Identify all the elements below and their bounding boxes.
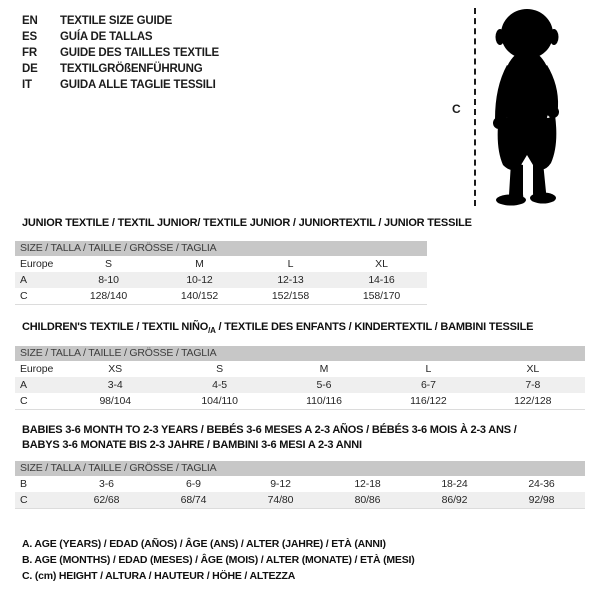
value-cell: 12-18 [354, 478, 381, 490]
measurement-legend [22, 536, 415, 584]
value-cell: 3-4 [107, 379, 123, 391]
language-row [22, 45, 219, 61]
junior-size-table [15, 241, 427, 305]
value-cell: 14-16 [368, 274, 395, 286]
value-cell: 9-12 [270, 478, 291, 490]
size-header-bar: SIZE / TALLA / TAILLE / GRÖSSE / TAGLIA [15, 346, 585, 361]
table-row [15, 288, 427, 304]
value-cell: 5-6 [316, 379, 332, 391]
toddler-silhouette-icon [481, 7, 573, 207]
table-row [15, 361, 585, 377]
value-cell: 24-36 [528, 478, 555, 490]
size-cell: L [425, 363, 432, 375]
value-cell: 12-13 [277, 274, 304, 286]
language-row [22, 13, 219, 29]
babies-title-line1: BABIES 3-6 MONTH TO 2-3 YEARS / BEBÉS 3-6 MESES A 2-3 AÑOS / BÉBÉS 3-6 MOIS À 2-3 ANS / [22, 424, 517, 436]
size-cell: L [287, 258, 294, 270]
table-row [15, 492, 585, 508]
language-row [22, 29, 219, 45]
height-measure-label: C [452, 102, 461, 116]
children-section-title [22, 320, 533, 338]
guide-title: GUIDA ALLE TAGLIE TESSILI [60, 79, 216, 91]
guide-title: TEXTILE SIZE GUIDE [60, 15, 173, 27]
legend-line-a: A. AGE (YEARS) / EDAD (AÑOS) / ÂGE (ANS) / ALTER (JAHRE) / ETÀ (ANNI) [22, 538, 386, 550]
value-cell: 6-9 [186, 478, 201, 490]
table-row [15, 272, 427, 288]
value-cell: 8-10 [98, 274, 119, 286]
row-label: A [20, 274, 27, 286]
value-cell: 158/170 [362, 290, 401, 302]
value-cell: 152/158 [271, 290, 310, 302]
value-cell: 10-12 [186, 274, 213, 286]
value-cell: 62/68 [93, 494, 120, 506]
language-code: DE [22, 63, 38, 75]
language-title-list [22, 13, 219, 93]
babies-title-line2: BABYS 3-6 MONATE BIS 2-3 JAHRE / BAMBINI 3-6 MESI A 2-3 ANNI [22, 439, 362, 451]
language-row [22, 77, 219, 93]
language-code: EN [22, 15, 38, 27]
value-cell: 3-6 [99, 478, 114, 490]
children-title-prefix: CHILDREN'S TEXTILE / TEXTIL NIÑO [22, 321, 209, 333]
legend-line-b: B. AGE (MONTHS) / EDAD (MESES) / ÂGE (MOIS) / ALTER (MONATE) / ETÀ (MESI) [22, 554, 415, 566]
size-cell: XS [108, 363, 123, 375]
size-cell: XL [375, 258, 388, 270]
value-cell: 74/80 [267, 494, 294, 506]
row-label: C [20, 395, 28, 407]
value-cell: 4-5 [212, 379, 228, 391]
row-label: A [20, 379, 27, 391]
row-label: Europe [20, 363, 54, 375]
value-cell: 92/98 [528, 494, 555, 506]
children-title-sub: /A [208, 326, 216, 336]
row-label: B [20, 478, 27, 490]
value-cell: 68/74 [180, 494, 207, 506]
guide-title: GUÍA DE TALLAS [60, 31, 153, 43]
babies-section-title [22, 423, 517, 453]
height-measure-line [474, 8, 476, 206]
value-cell: 104/110 [201, 395, 238, 407]
value-cell: 18-24 [441, 478, 468, 490]
size-cell: S [105, 258, 112, 270]
size-header-bar: SIZE / TALLA / TAILLE / GRÖSSE / TAGLIA [15, 241, 427, 256]
size-cell: XL [526, 363, 540, 375]
row-label: C [20, 494, 28, 506]
value-cell: 140/152 [180, 290, 219, 302]
row-label: C [20, 290, 28, 302]
table-row [15, 256, 427, 272]
language-code: IT [22, 79, 32, 91]
value-cell: 116/122 [410, 395, 447, 407]
size-cell: M [195, 258, 204, 270]
value-cell: 7-8 [525, 379, 541, 391]
language-code: ES [22, 31, 37, 43]
value-cell: 110/116 [306, 395, 342, 407]
table-row [15, 377, 585, 393]
language-row [22, 61, 219, 77]
size-header-bar: SIZE / TALLA / TAILLE / GRÖSSE / TAGLIA [15, 461, 585, 476]
children-size-table [15, 346, 585, 410]
guide-title: TEXTILGRÖßENFÜHRUNG [60, 63, 203, 75]
row-label: Europe [20, 258, 54, 270]
guide-title: GUIDE DES TAILLES TEXTILE [60, 47, 219, 59]
value-cell: 86/92 [441, 494, 468, 506]
language-code: FR [22, 47, 37, 59]
value-cell: 6-7 [420, 379, 436, 391]
size-cell: M [319, 363, 329, 375]
value-cell: 80/86 [354, 494, 381, 506]
table-row [15, 393, 585, 409]
value-cell: 122/128 [514, 395, 552, 407]
value-cell: 98/104 [99, 395, 131, 407]
legend-line-c: C. (cm) HEIGHT / ALTURA / HAUTEUR / HÖHE / ALTEZZA [22, 570, 296, 582]
junior-section-title: JUNIOR TEXTILE / TEXTIL JUNIOR/ TEXTILE JUNIOR / JUNIORTEXTIL / JUNIOR TESSILE [22, 217, 472, 229]
children-title-suffix: / TEXTILE DES ENFANTS / KINDERTEXTIL / BAMBINI TESSILE [215, 321, 534, 333]
table-row [15, 476, 585, 492]
size-cell: S [216, 363, 224, 375]
value-cell: 128/140 [89, 290, 128, 302]
babies-size-table [15, 461, 585, 509]
